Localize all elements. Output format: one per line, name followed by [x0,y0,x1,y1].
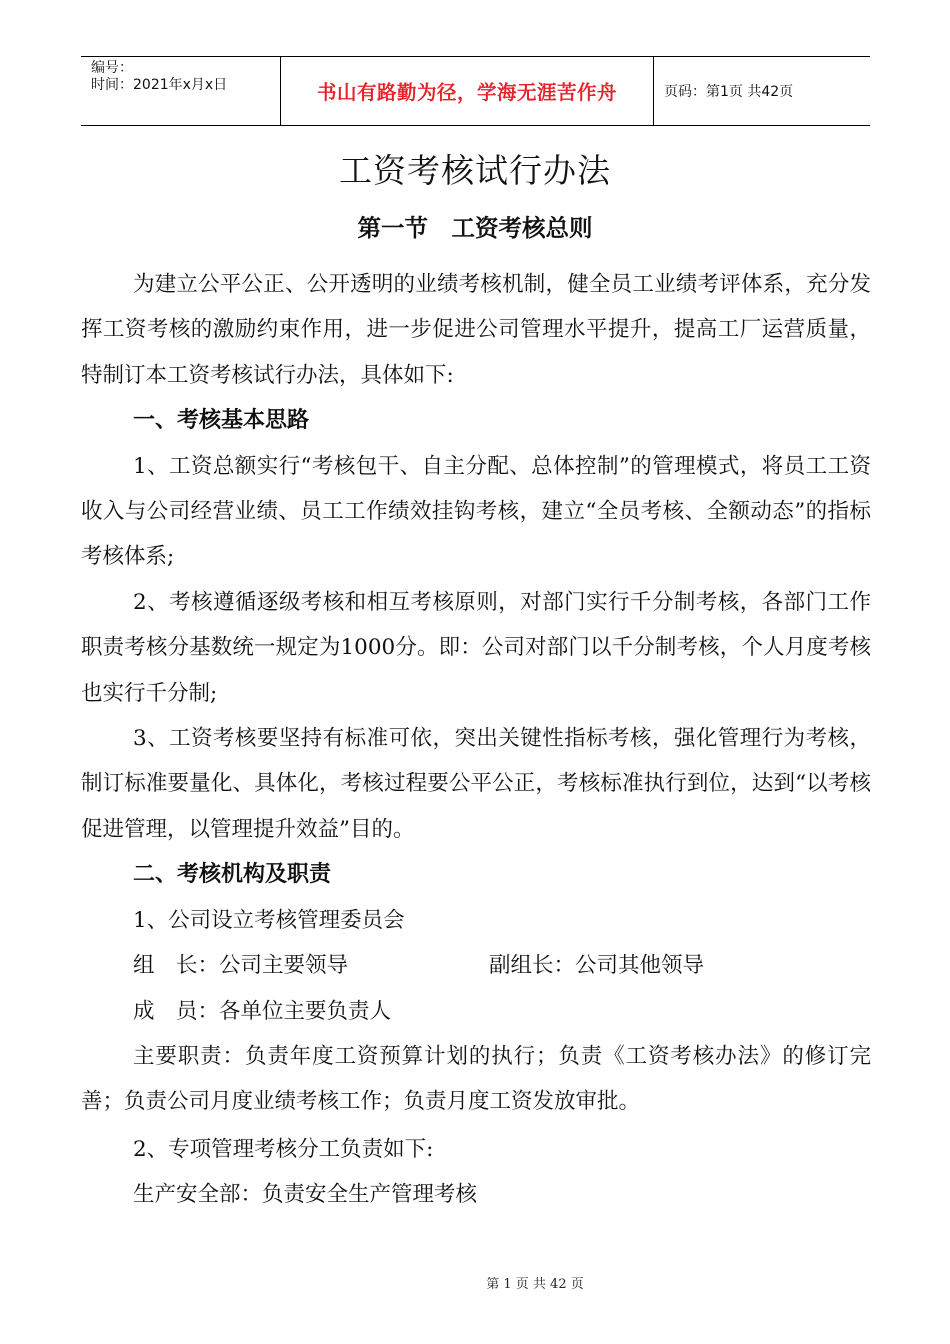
duties-paragraph: 主要职责：负责年度工资预算计划的执行；负责《工资考核办法》的修订完善；负责公司月度业绩考核工作；负责月度工资发放审批。 [81,1043,871,1115]
number-label: 编号： [91,60,133,76]
heading-basic-approach: 一、考核基本思路 [133,408,310,434]
deputy-line: 副组长：公司其他领导 [489,953,705,979]
header-meta [81,57,281,125]
document-title: 工资考核试行办法 [339,151,611,190]
heading-organization: 二、考核机构及职责 [133,862,332,888]
document-header [81,56,870,126]
paragraph-committee: 1、公司设立考核管理委员会 [133,907,405,933]
paragraph-division: 2、专项管理考核分工负责如下: [133,1136,434,1162]
page-footer: 第 1 页 共 42 页 [486,1277,584,1292]
intro-paragraph: 为建立公平公正、公开透明的业绩考核机制，健全员工业绩考评体系，充分发挥工资考核的激励约束作用，进一步促进公司管理水平提升，提高工厂运营质量，特制订本工资考核试行办法，具体如下: [81,272,871,388]
header-motto: 书山有路勤为径，学海无涯苦作舟 [281,57,654,125]
header-page-info: 页码：第1页 共42页 [664,84,794,100]
leader-row [81,943,871,988]
members-line: 成 员：各单位主要负责人 [133,998,392,1024]
paragraph-1: 1、工资总额实行“考核包干、自主分配、总体控制”的管理模式，将员工工资收入与公司经营业绩、员工工作绩效挂钩考核，建立“全员考核、全额动态”的指标考核体系; [81,453,871,570]
leader-line: 组 长：公司主要领导 [133,953,349,979]
section-title: 第一节 工资考核总则 [357,214,593,242]
paragraph-2: 2、考核遵循逐级考核和相互考核原则，对部门实行千分制考核，各部门工作职责考核分基数统一规定为1000分。即：公司对部门以千分制考核，个人月度考核也实行千分制; [81,589,871,706]
paragraph-3: 3、工资考核要坚持有标准可依，突出关键性指标考核，强化管理行为考核，制订标准要量化、具体化，考核过程要公平公正，考核标准执行到位，达到“以考核促进管理，以管理提升效益”目的。 [81,726,871,842]
paragraph-safety: 生产安全部：负责安全生产管理考核 [133,1182,478,1208]
time-label: 时间：2021年x月x日 [91,77,228,93]
document-body [81,262,871,1218]
